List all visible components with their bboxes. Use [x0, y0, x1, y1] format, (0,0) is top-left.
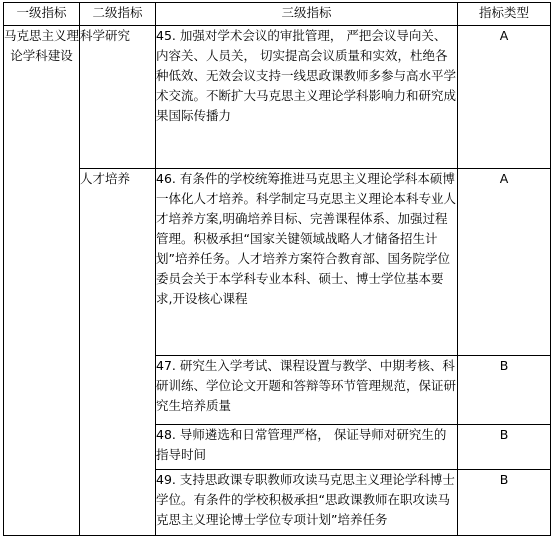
type-cell: A [458, 26, 551, 169]
indicator-table [3, 2, 551, 536]
table-row [4, 26, 551, 169]
header-level1: 一级指标 [4, 3, 80, 26]
level3-cell: 47. 研究生入学考试、课程设置与教学、中期考核、科研训练、学位论文开题和答辩等环节管理规范，保证研究生培养质量 [156, 356, 458, 425]
header-level3: 三级指标 [156, 3, 458, 26]
level1-cell: 马克思主义理论学科建设 [4, 26, 80, 536]
header-level2: 二级指标 [80, 3, 156, 26]
level3-cell: 49. 支持思政课专职教师攻读马克思主义理论学科博士学位。有条件的学校积极承担“思政课教师在职攻读马克思主义理论博士学位专项计划”培养任务 [156, 470, 458, 536]
type-cell: B [458, 356, 551, 425]
level3-cell: 46. 有条件的学校统筹推进马克思主义理论学科本硕博一体化人才培养。科学制定马克思主义理论本科专业人才培养方案,明确培养目标、完善课程体系、加强过程管理。积极承担“国家关键领域战略人才储备招生计划”培养任务。人才培养方案符合教育部、国务院学位委员会关于本学科专业本科、硕士、博士学位基本要求,开设核心课程 [156, 169, 458, 356]
level3-cell: 48. 导师遴选和日常管理严格， 保证导师对研究生的指导时间 [156, 425, 458, 470]
level3-cell: 45. 加强对学术会议的审批管理， 严把会议导向关、内容关、人员关， 切实提高会议质量和实效，杜绝各种低效、无效会议支持一线思政课教师多参与高水平学术交流。不断扩大马克思主义理论学科影响力和研究成果国际传播力 [156, 26, 458, 169]
level2-cell: 人才培养 [80, 169, 156, 536]
type-cell: B [458, 470, 551, 536]
header-type: 指标类型 [458, 3, 551, 26]
level2-cell: 科学研究 [80, 26, 156, 169]
table-header-row [4, 3, 551, 26]
table-row [4, 169, 551, 356]
type-cell: B [458, 425, 551, 470]
type-cell: A [458, 169, 551, 356]
